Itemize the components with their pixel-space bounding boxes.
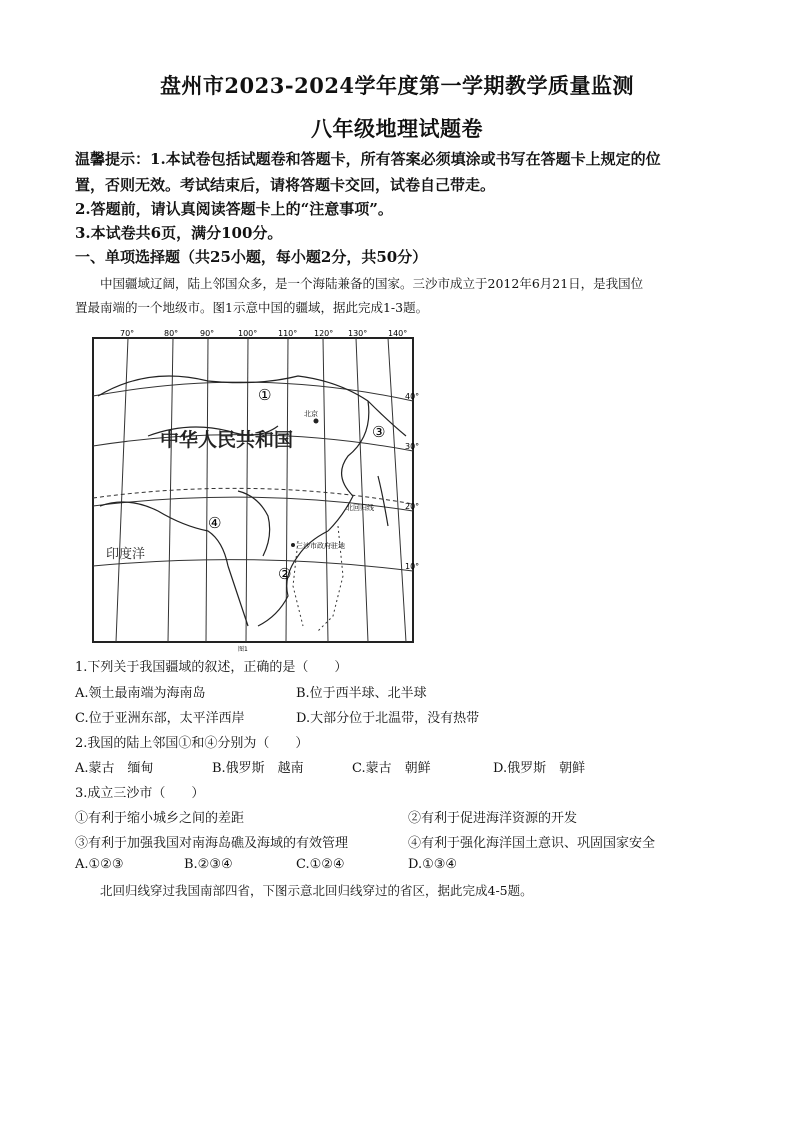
- beijing-marker: [314, 419, 319, 424]
- lon-label: 110°: [278, 329, 298, 338]
- country-label: 中华人民共和国: [160, 429, 294, 451]
- marker-1: ①: [258, 386, 272, 404]
- exam-subtitle: 八年级地理试题卷: [311, 116, 483, 141]
- question-3-statement-3: ③有利于加强我国对南海岛礁及海域的有效管理: [75, 836, 349, 851]
- sansha-marker: [291, 543, 295, 547]
- lon-label: 100°: [238, 329, 258, 338]
- intro-line-1: 中国疆域辽阔，陆上邻国众多，是一个海陆兼备的国家。三沙市成立于2012年6月21日，是我国位: [100, 276, 644, 291]
- marker-4: ④: [208, 514, 222, 532]
- intro-line-2: 置最南端的一个地级市。图1示意中国的疆域，据此完成1-3题。: [75, 300, 429, 315]
- lat-label: 10°: [405, 562, 420, 571]
- china-territory-map: [88, 326, 424, 654]
- question-2-stem: 2.我国的陆上邻国①和④分别为（ ）: [75, 736, 309, 751]
- question-1-option-d: D.大部分位于北温带，没有热带: [296, 711, 480, 726]
- lon-label: 80°: [164, 329, 179, 338]
- lon-label: 130°: [348, 329, 368, 338]
- question-2-option-a: A.蒙古 缅甸: [75, 761, 154, 776]
- sansha-label: 三沙市政府驻地: [296, 542, 345, 550]
- question-1-option-c: C.位于亚洲东部，太平洋西岸: [75, 711, 245, 726]
- question-1-option-b: B.位于西半球、北半球: [296, 686, 427, 701]
- marker-2: ②: [278, 565, 292, 583]
- notice-line-3: 2.答题前，请认真阅读答题卡上的“注意事项”。: [75, 200, 393, 218]
- notice-line-4: 3.本试卷共6页，满分100分。: [75, 224, 283, 242]
- question-1-option-a: A.领土最南端为海南岛: [75, 686, 206, 701]
- question-1-stem: 1.下列关于我国疆域的叙述，正确的是（ ）: [75, 660, 348, 675]
- question-2-option-d: D.俄罗斯 朝鲜: [493, 761, 586, 776]
- question-3-option-c: C.①②④: [296, 857, 345, 872]
- lon-label: 70°: [120, 329, 135, 338]
- question-3-option-d: D.①③④: [408, 857, 458, 872]
- section-title: 一、单项选择题（共25小题，每小题2分，共50分）: [75, 248, 428, 266]
- beijing-label: 北京: [304, 410, 318, 418]
- question-3-statement-1: ①有利于缩小城乡之间的差距: [75, 811, 245, 826]
- question-3-stem: 3.成立三沙市（ ）: [75, 786, 205, 801]
- lon-label: 140°: [388, 329, 408, 338]
- exam-title: 盘州市2023-2024学年度第一学期教学质量监测: [159, 73, 635, 98]
- figure-label: 图1: [238, 646, 248, 653]
- ocean-label: 印度洋: [106, 547, 146, 562]
- lon-label: 120°: [314, 329, 334, 338]
- question-3-option-b: B.②③④: [184, 857, 233, 872]
- question-3-statement-2: ②有利于促进海洋资源的开发: [408, 811, 578, 826]
- map-frame: [93, 338, 413, 642]
- lat-label: 20°: [405, 502, 420, 511]
- question-3-statement-4: ④有利于强化海洋国土意识、巩固国家安全: [408, 836, 656, 851]
- tropic-label: 北回归线: [346, 504, 374, 512]
- lat-label: 40°: [405, 392, 420, 401]
- intro-4-5: 北回归线穿过我国南部四省，下图示意北回归线穿过的省区，据此完成4-5题。: [100, 883, 533, 898]
- marker-3: ③: [372, 423, 386, 441]
- lat-label: 30°: [405, 442, 420, 451]
- question-3-option-a: A.①②③: [75, 857, 124, 872]
- lon-label: 90°: [200, 329, 215, 338]
- notice-line-2: 置，否则无效。考试结束后，请将答题卡交回，试卷自己带走。: [75, 176, 496, 194]
- question-2-option-b: B.俄罗斯 越南: [212, 761, 304, 776]
- question-2-option-c: C.蒙古 朝鲜: [352, 761, 431, 776]
- notice-line-1: 温馨提示：1.本试卷包括试题卷和答题卡，所有答案必须填涂或书写在答题卡上规定的位: [75, 150, 661, 168]
